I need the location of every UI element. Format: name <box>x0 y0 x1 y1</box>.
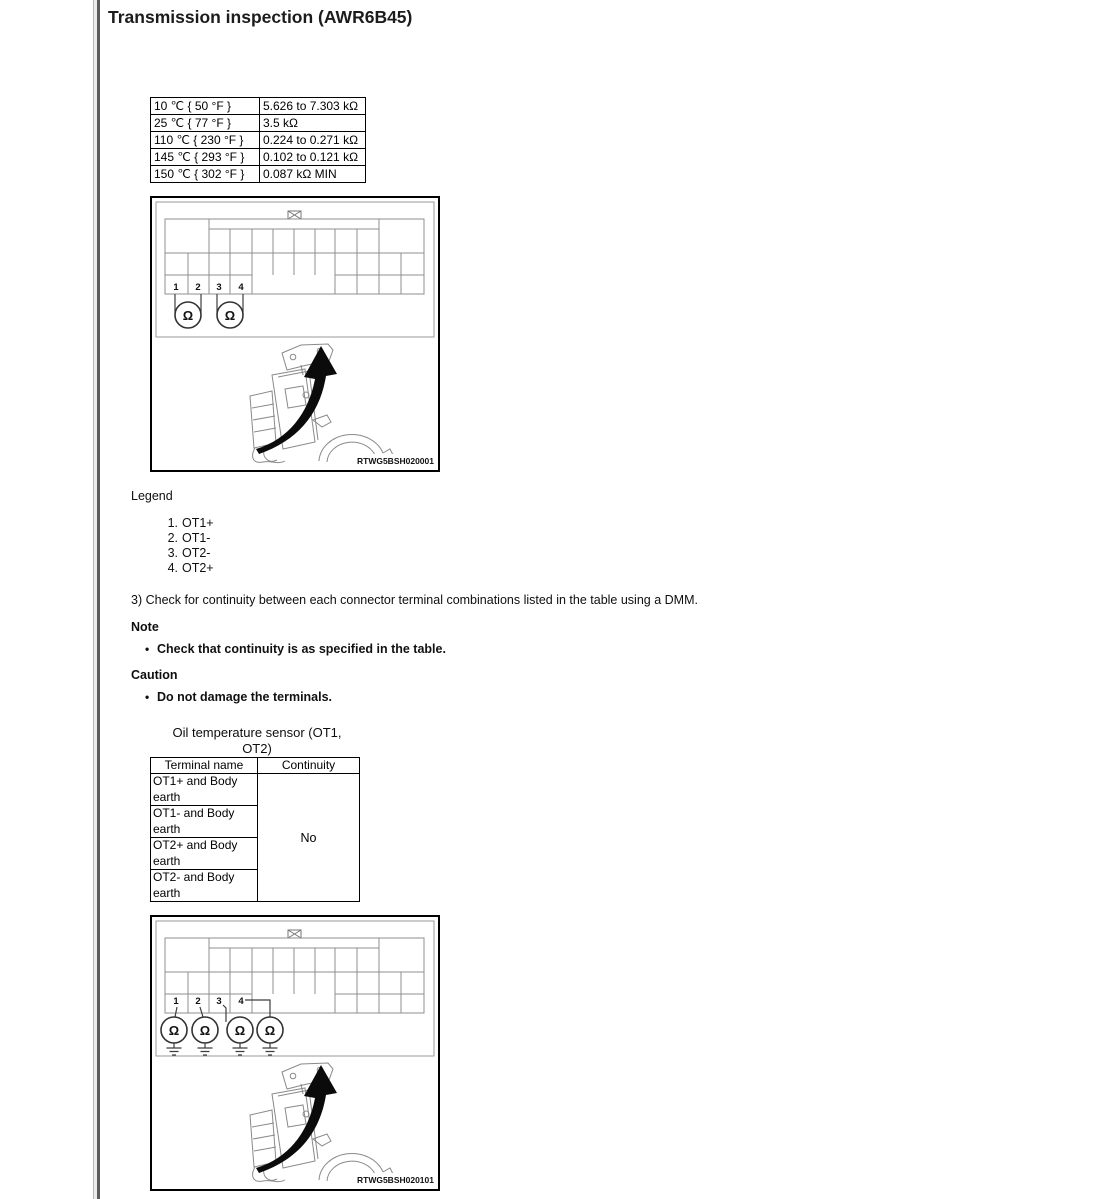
legend-item-label: OT2+ <box>182 561 214 575</box>
legend-heading: Legend <box>131 489 173 503</box>
legend-item-number: 3. <box>167 546 178 560</box>
terminal-cell: OT2+ and Body earth <box>151 838 258 870</box>
legend-item-number: 1. <box>167 516 178 530</box>
step-3-text: 3) Check for continuity between each connector terminal combinations listed in the table using a DMM. <box>131 593 698 607</box>
connector-diagram-2 <box>150 915 440 1191</box>
connector-diagram-2-svg <box>152 917 438 1189</box>
removal-arrow-icon <box>256 1065 337 1173</box>
connector-diagram-1 <box>150 196 440 472</box>
resistance-table <box>150 97 366 183</box>
ohmmeter-icon <box>227 1017 253 1043</box>
continuity-table-title-line2: OT2) <box>242 740 272 756</box>
continuity-table <box>150 757 360 902</box>
table-row <box>151 132 366 149</box>
terminal-number: 4 <box>238 996 244 1007</box>
caution-bullet-text: Do not damage the terminals. <box>157 690 333 704</box>
continuity-table-title-line1: Oil temperature sensor (OT1, <box>172 725 342 740</box>
terminal-number: 1 <box>173 996 179 1007</box>
resistance-cell: 0.224 to 0.271 kΩ <box>260 132 366 149</box>
connector-grid <box>165 219 424 294</box>
temp-cell: 110 ℃ { 230 °F } <box>151 132 260 149</box>
table-header-row <box>151 758 360 774</box>
bullet-icon: • <box>145 642 150 656</box>
ohmmeter-icon <box>161 1017 187 1043</box>
ohm-symbol: Ω <box>199 1023 211 1038</box>
terminal-cell: OT1- and Body earth <box>151 806 258 838</box>
ground-icon <box>263 1043 278 1055</box>
ground-icon <box>167 1043 182 1055</box>
ohmmeter-icon <box>217 302 243 328</box>
connector-grid <box>165 938 424 1013</box>
caution-bullet-item <box>145 690 332 704</box>
continuity-table-title <box>150 725 364 756</box>
legend-item-label: OT2- <box>182 546 211 560</box>
terminal-number: 4 <box>238 282 244 293</box>
ground-icon <box>233 1043 248 1055</box>
figure-code: RTWG5BSH020101 <box>356 1175 434 1185</box>
terminal-number: 2 <box>195 282 201 293</box>
removal-arrow-icon <box>256 346 337 454</box>
temp-cell: 150 ℃ { 302 °F } <box>151 166 260 183</box>
table-row <box>151 98 366 115</box>
terminal-number: 1 <box>173 282 179 293</box>
ohm-symbol: Ω <box>234 1023 246 1038</box>
connector-orientation-icon <box>288 211 301 219</box>
ohmmeter-icon <box>192 1017 218 1043</box>
temp-cell: 145 ℃ { 293 °F } <box>151 149 260 166</box>
continuity-header: Continuity <box>258 758 360 774</box>
legend-item-label: OT1+ <box>182 516 214 530</box>
bullet-icon: • <box>145 690 150 704</box>
legend-item <box>163 546 214 561</box>
note-bullet-text: Check that continuity is as specified in the table. <box>157 642 446 656</box>
continuity-result-cell: No <box>258 774 360 902</box>
ohm-symbol: Ω <box>264 1023 276 1038</box>
terminal-number: 3 <box>216 282 222 293</box>
caution-heading: Caution <box>131 668 178 682</box>
terminal-number: 3 <box>216 996 222 1007</box>
note-bullet-item <box>145 642 446 656</box>
terminal-cell: OT1+ and Body earth <box>151 774 258 806</box>
figure-code: RTWG5BSH020001 <box>356 456 434 466</box>
connector-orientation-icon <box>288 930 301 938</box>
table-row <box>151 115 366 132</box>
table-row <box>151 166 366 183</box>
terminal-number: 2 <box>195 996 201 1007</box>
terminal-cell: OT2- and Body earth <box>151 870 258 902</box>
ohm-symbol: Ω <box>182 308 194 323</box>
legend-item <box>163 561 214 576</box>
page-title: Transmission inspection (AWR6B45) <box>108 7 413 27</box>
ohm-symbol: Ω <box>168 1023 180 1038</box>
resistance-cell: 5.626 to 7.303 kΩ <box>260 98 366 115</box>
legend-item-label: OT1- <box>182 531 211 545</box>
legend-list <box>163 516 214 576</box>
table-row <box>151 774 360 806</box>
ohmmeter-icon <box>257 1017 283 1043</box>
legend-item-number: 2. <box>167 531 178 545</box>
ohmmeter-icon <box>175 302 201 328</box>
connector-diagram-1-svg <box>152 198 438 470</box>
terminal-name-header: Terminal name <box>151 758 258 774</box>
meter-wires <box>175 1000 270 1022</box>
ohm-symbol: Ω <box>224 308 236 323</box>
ground-icon <box>198 1043 213 1055</box>
page-left-border <box>93 0 100 1199</box>
legend-item-number: 4. <box>167 561 178 575</box>
temp-cell: 25 ℃ { 77 °F } <box>151 115 260 132</box>
note-heading: Note <box>131 620 159 634</box>
resistance-cell: 0.102 to 0.121 kΩ <box>260 149 366 166</box>
resistance-cell: 0.087 kΩ MIN <box>260 166 366 183</box>
table-row <box>151 149 366 166</box>
legend-item <box>163 531 214 546</box>
legend-item <box>163 516 214 531</box>
temp-cell: 10 ℃ { 50 °F } <box>151 98 260 115</box>
resistance-cell: 3.5 kΩ <box>260 115 366 132</box>
